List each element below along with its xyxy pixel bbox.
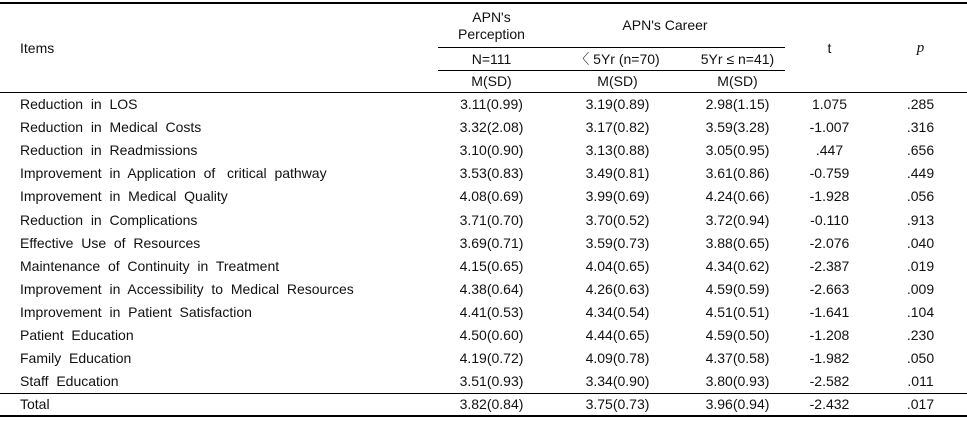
row-ge5: 4.34(0.62)	[705, 257, 770, 274]
row-ge5: 3.59(3.28)	[705, 119, 770, 136]
header-msd-lt5: M(SD)	[545, 71, 690, 93]
total-t: -2.432	[785, 394, 874, 417]
table-row	[0, 208, 967, 231]
header-msd-ge5: M(SD)	[690, 71, 785, 93]
row-ge5: 4.37(0.58)	[705, 350, 770, 367]
row-item: Reduction in Complications	[20, 211, 198, 228]
row-item: Improvement in Accessibility to Medical Resources	[20, 280, 354, 297]
header-perception-line2: Perception	[458, 25, 525, 42]
row-p: .019	[906, 257, 935, 274]
header-career: APN's Career	[545, 3, 785, 48]
row-p: .230	[906, 326, 935, 343]
row-ge5: 3.72(0.94)	[705, 211, 770, 228]
row-t: -1.641	[809, 303, 850, 320]
row-ge5: 4.51(0.51)	[705, 303, 770, 320]
row-t: -0.110	[810, 211, 849, 228]
row-p: .913	[906, 211, 935, 228]
row-t: -1.928	[809, 188, 850, 205]
row-lt5: 3.59(0.73)	[585, 234, 650, 251]
row-item: Improvement in Application of critical pathway	[20, 165, 327, 182]
row-perception: 3.53(0.83)	[459, 165, 524, 182]
row-perception: 4.50(0.60)	[459, 326, 524, 343]
table-row	[0, 301, 967, 324]
row-t: -1.007	[809, 119, 850, 136]
row-p: .656	[906, 142, 935, 159]
row-p: .050	[906, 350, 935, 367]
results-table	[0, 2, 967, 417]
total-ge5: 3.96(0.94)	[690, 394, 785, 417]
row-lt5: 3.34(0.90)	[585, 373, 650, 390]
row-lt5: 3.99(0.69)	[585, 188, 650, 205]
row-perception: 4.38(0.64)	[459, 280, 524, 297]
table-row	[0, 324, 967, 347]
row-t: -2.387	[809, 257, 850, 274]
row-perception: 3.32(2.08)	[459, 119, 524, 136]
row-item: Reduction in Readmissions	[20, 142, 198, 159]
table-row	[0, 278, 967, 301]
row-p: .056	[906, 188, 935, 205]
row-perception: 3.11(0.99)	[460, 96, 523, 113]
total-row	[0, 394, 967, 417]
row-ge5: 4.59(0.59)	[705, 280, 770, 297]
row-t: -2.076	[809, 234, 850, 251]
row-p: .011	[907, 373, 934, 390]
row-perception: 3.71(0.70)	[459, 211, 524, 228]
row-ge5: 3.80(0.93)	[705, 373, 770, 390]
row-t: -2.663	[809, 280, 850, 297]
total-p: .017	[874, 394, 967, 417]
row-lt5: 3.49(0.81)	[585, 165, 650, 182]
table-row	[0, 185, 967, 208]
table-row	[0, 347, 967, 370]
table-row	[0, 255, 967, 278]
header-p: p	[874, 3, 967, 93]
header-n-total: N=111	[438, 48, 545, 71]
row-t: -2.582	[809, 373, 850, 390]
table-row	[0, 93, 967, 117]
header-perception-line1: APN's	[472, 8, 511, 25]
table-row	[0, 116, 967, 139]
total-item: Total	[0, 394, 438, 417]
row-ge5: 3.88(0.65)	[705, 234, 770, 251]
row-p: .285	[906, 96, 935, 113]
row-perception: 4.19(0.72)	[459, 350, 524, 367]
row-p: .040	[906, 234, 935, 251]
row-t: 1.075	[811, 96, 848, 113]
row-item: Reduction in LOS	[20, 96, 138, 113]
row-item: Improvement in Patient Satisfaction	[20, 303, 252, 320]
row-lt5: 3.70(0.52)	[585, 211, 650, 228]
row-lt5: 4.34(0.54)	[585, 303, 650, 320]
row-item: Patient Education	[20, 326, 134, 343]
row-ge5: 4.24(0.66)	[705, 188, 770, 205]
row-perception: 3.69(0.71)	[459, 234, 524, 251]
row-item: Effective Use of Resources	[20, 234, 201, 251]
row-lt5: 4.09(0.78)	[585, 350, 650, 367]
header-items: Items	[0, 3, 438, 93]
row-t: -1.982	[809, 350, 850, 367]
row-lt5: 3.17(0.82)	[585, 119, 650, 136]
header-msd-perception: M(SD)	[438, 71, 545, 93]
row-item: Staff Education	[20, 373, 119, 390]
row-p: .316	[906, 119, 935, 136]
row-perception: 4.15(0.65)	[459, 257, 524, 274]
row-lt5: 4.04(0.65)	[585, 257, 650, 274]
row-perception: 4.41(0.53)	[459, 303, 524, 320]
row-t: -1.208	[809, 326, 850, 343]
row-t: -0.759	[809, 165, 850, 182]
row-item: Maintenance of Continuity in Treatment	[20, 257, 280, 274]
row-t: .447	[815, 142, 844, 159]
row-ge5: 3.05(0.95)	[705, 142, 770, 159]
row-p: .104	[906, 303, 935, 320]
row-perception: 3.10(0.90)	[459, 142, 524, 159]
table-row	[0, 232, 967, 255]
row-item: Reduction in Medical Costs	[20, 119, 202, 136]
table-row	[0, 162, 967, 185]
row-p: .449	[906, 165, 935, 182]
row-ge5: 2.98(1.15)	[705, 96, 770, 113]
total-perception: 3.82(0.84)	[438, 394, 545, 417]
header-n-lt5: 〈 5Yr (n=70)	[545, 48, 690, 71]
header-n-ge5: 5Yr ≤ n=41)	[690, 48, 785, 71]
header-perception	[438, 3, 545, 48]
table-row	[0, 370, 967, 394]
header-t: t	[785, 3, 874, 93]
row-lt5: 4.44(0.65)	[585, 326, 650, 343]
row-p: .009	[906, 280, 935, 297]
row-item: Family Education	[20, 350, 132, 367]
row-perception: 3.51(0.93)	[459, 373, 524, 390]
table-row	[0, 139, 967, 162]
row-ge5: 3.61(0.86)	[705, 165, 770, 182]
row-lt5: 4.26(0.63)	[585, 280, 650, 297]
row-perception: 4.08(0.69)	[459, 188, 524, 205]
total-lt5: 3.75(0.73)	[545, 394, 690, 417]
row-lt5: 3.13(0.88)	[585, 142, 650, 159]
row-lt5: 3.19(0.89)	[585, 96, 650, 113]
row-item: Improvement in Medical Quality	[20, 188, 228, 205]
row-ge5: 4.59(0.50)	[705, 326, 770, 343]
